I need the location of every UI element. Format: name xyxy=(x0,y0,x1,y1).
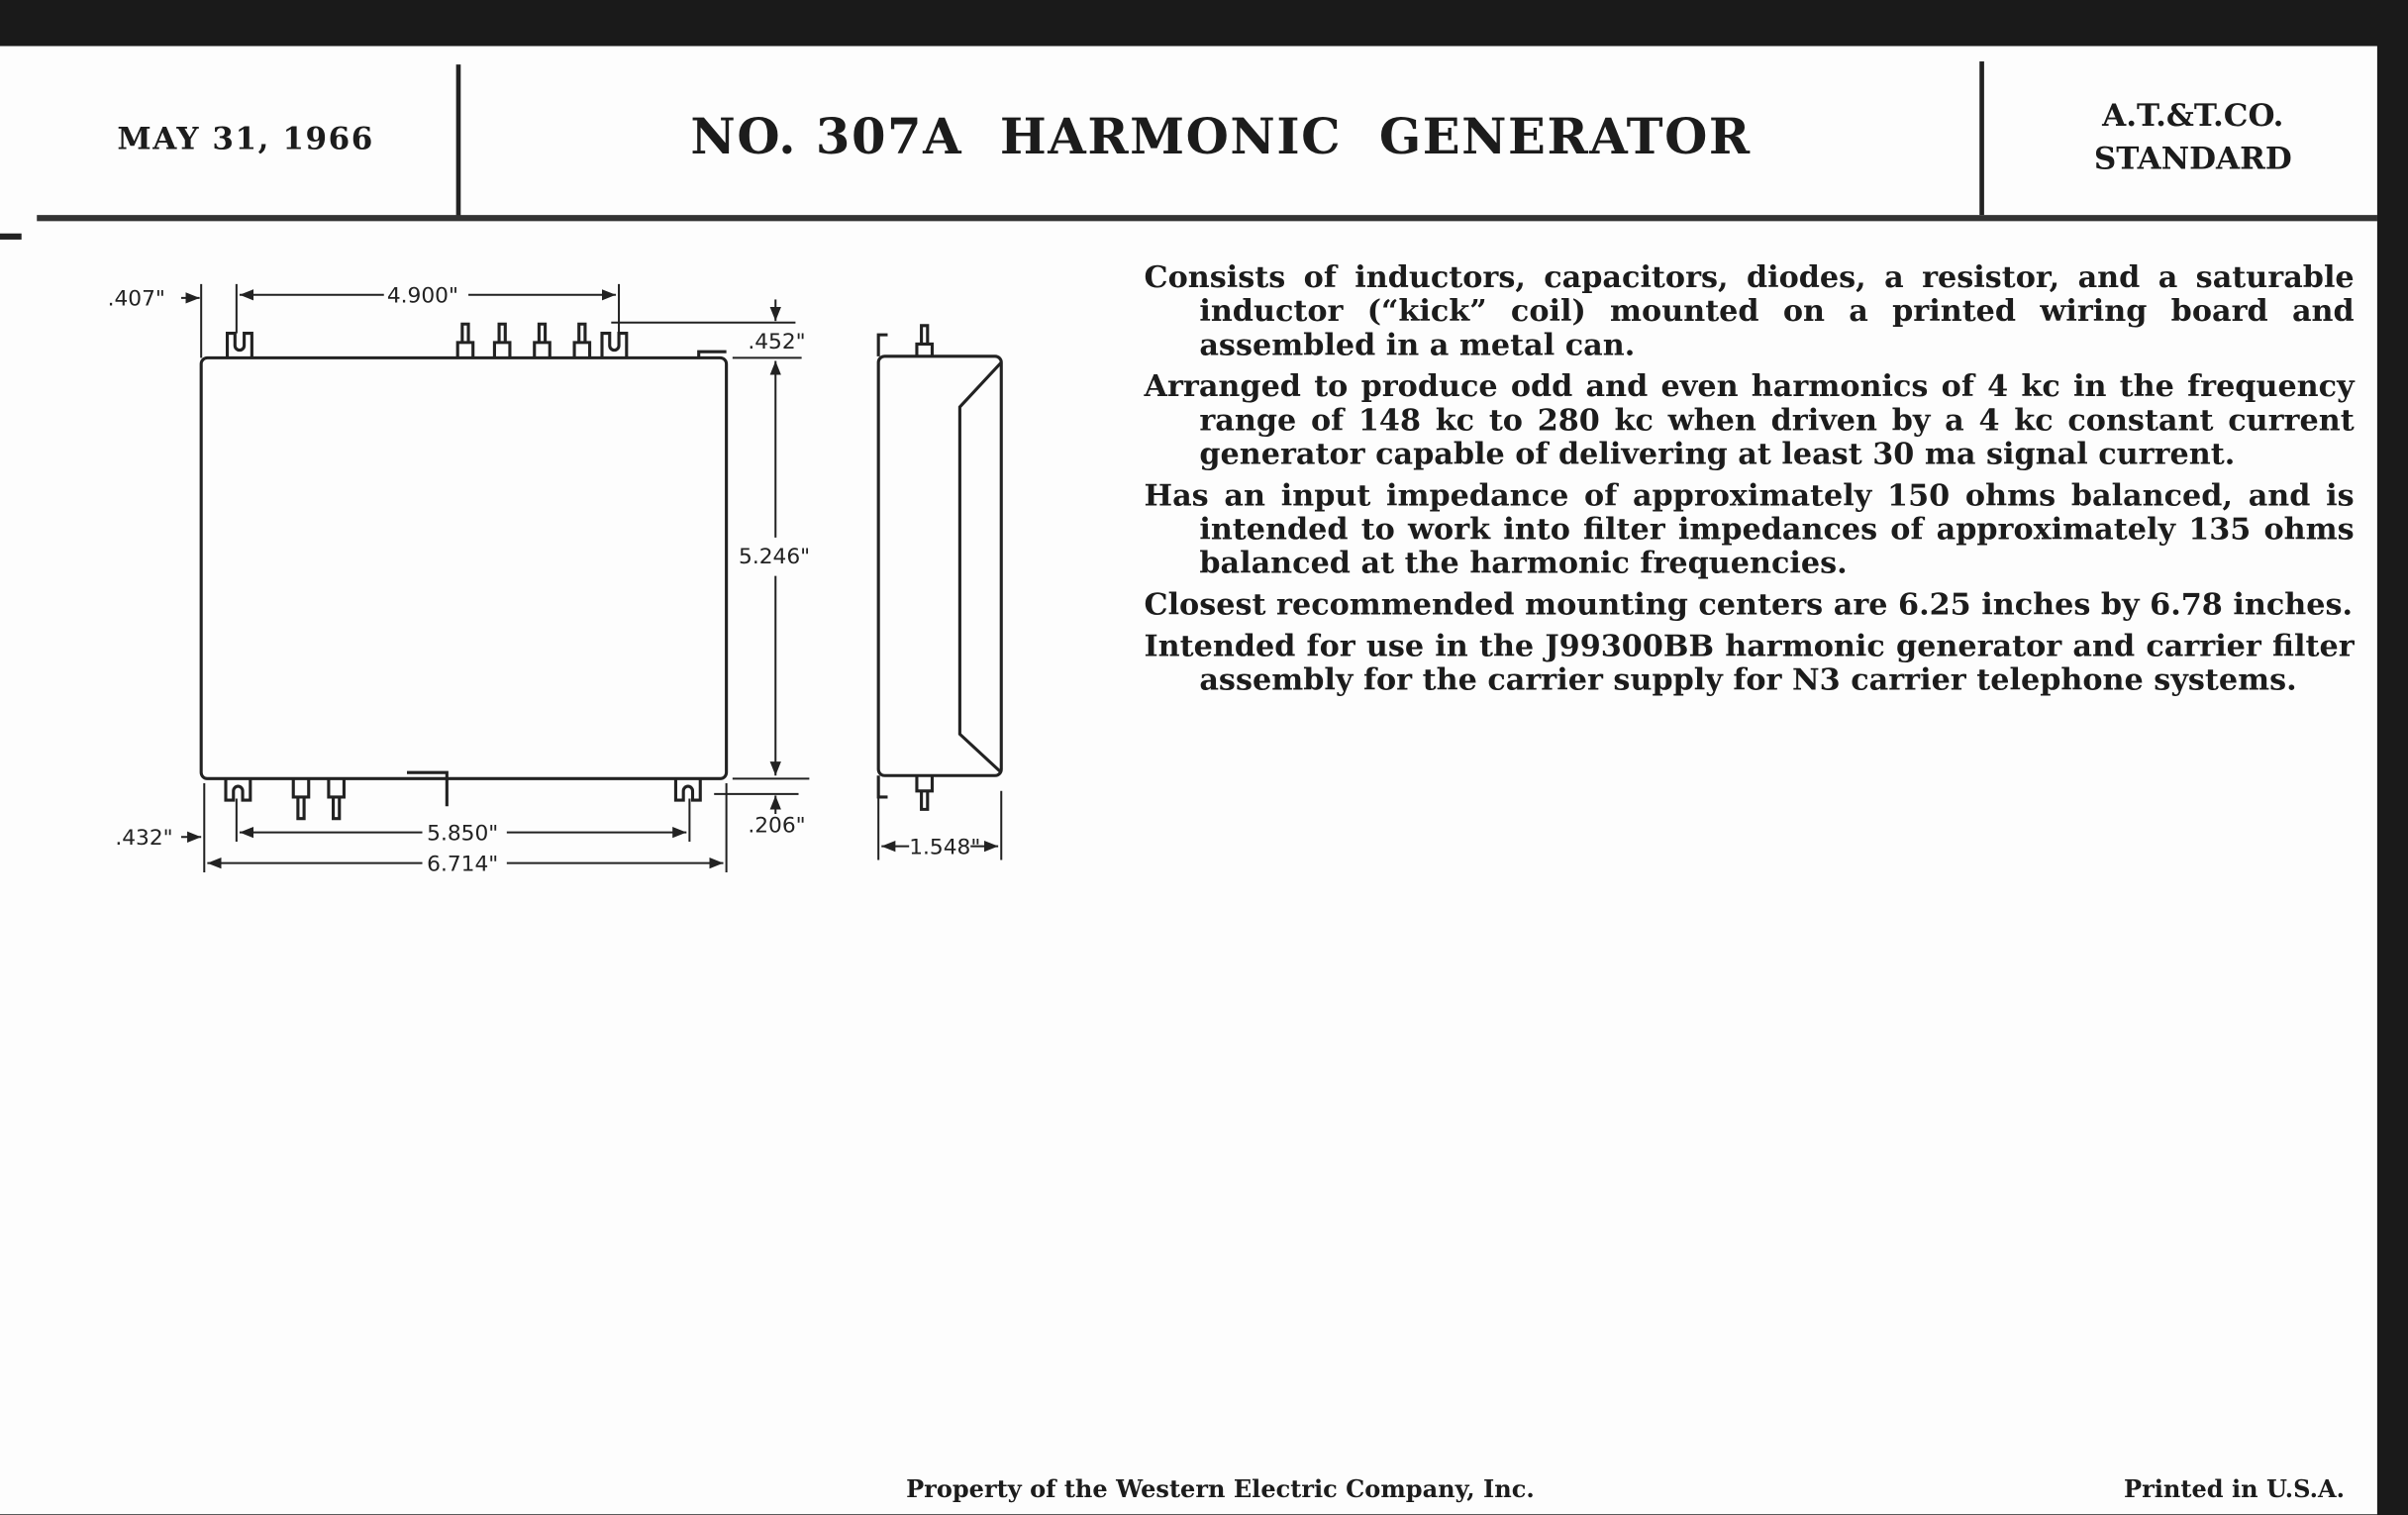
scan-edge xyxy=(2377,0,2408,1514)
dim-body-height: 5.246" xyxy=(739,545,811,570)
side-panel xyxy=(959,362,1001,772)
dim-top-offset: .407" xyxy=(107,286,165,312)
mounting-lug xyxy=(602,334,627,358)
footer-printed: Printed in U.S.A. xyxy=(2124,1473,2345,1504)
description-paragraph: Intended for use in the J99300BB harmonic generator and carrier filter assembly for the carrier supply for N3 carrier telephone systems. xyxy=(1144,628,2355,698)
dim-top-span: 4.900" xyxy=(386,283,458,309)
dim-bottom-offset: .432" xyxy=(115,826,173,852)
standard-line-2: STANDARD xyxy=(2093,140,2292,177)
footer-property: Property of the Western Electric Company, Inc. xyxy=(906,1473,1535,1504)
description-paragraph: Closest recommended mounting centers are 6.25 inches by 6.78 inches. xyxy=(1144,586,2354,623)
terminal-bottom xyxy=(293,778,309,818)
dim-overall-width: 6.714" xyxy=(427,852,499,877)
description-paragraph: Has an input impedance of approximately 150 ohms balanced, and is intended to work into filter impedances of approximately 135 ohms balanced at the harmonic frequencies. xyxy=(1144,477,2355,581)
dim-depth: 1.548" xyxy=(909,835,981,860)
side-view-can xyxy=(878,356,1001,775)
terminal-bottom xyxy=(329,778,345,818)
dim-bottom-height: .206" xyxy=(748,813,806,839)
description xyxy=(1144,261,2354,705)
terminals-top xyxy=(457,324,589,357)
description-paragraph: Arranged to produce odd and even harmonics of 4 kc in the frequency range of 148 kc to 280 kc when driven by a 4 kc constant current generator capable of delivering at least 30 ma signal current. xyxy=(1144,368,2355,472)
description-paragraph: Consists of inductors, capacitors, diodes, a resistor, and a saturable inductor (“kick” coil) mounted on a printed wiring board and assembled in a metal can. xyxy=(1144,259,2355,363)
page-title: NO. 307A HARMONIC GENERATOR xyxy=(690,107,1752,166)
mounting-lug xyxy=(228,334,252,358)
standard-line-1: A.T.&T.CO. xyxy=(2102,96,2284,134)
mounting-lug xyxy=(226,778,251,800)
mounting-lug xyxy=(675,778,700,800)
front-view-can xyxy=(201,357,726,778)
dim-bottom-span: 5.850" xyxy=(427,821,499,847)
dim-top-height: .452" xyxy=(748,330,806,355)
issue-date: MAY 31, 1966 xyxy=(117,119,374,157)
dimension-drawing xyxy=(0,0,1075,922)
